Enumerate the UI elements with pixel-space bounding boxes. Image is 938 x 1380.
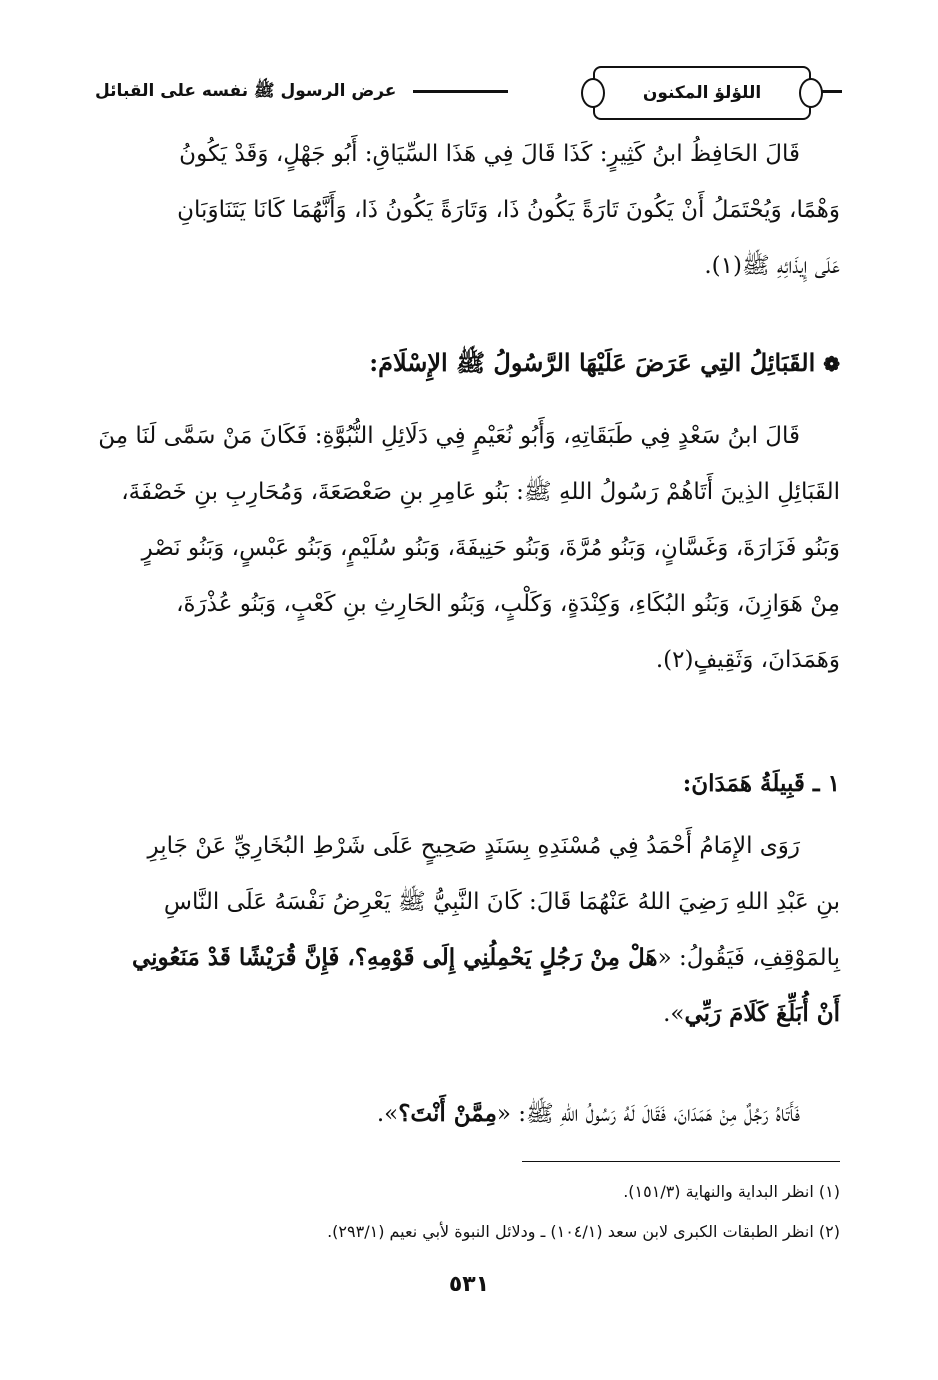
last-text: فَأَتَاهُ رَجُلٌ مِنْ هَمَدَانَ، فَقَالَ لَهُ رَسُولُ اللهِ ﷺ: « bbox=[496, 1101, 800, 1127]
header-rule-middle bbox=[413, 90, 508, 93]
tribes-line: قَالَ ابنُ سَعْدٍ فِي طَبَقَاتِهِ، وَأَبُو نُعَيْمٍ فِي دَلَائِلِ النُّبُوَّةِ: فَكَانَ مَنْ سَمَّى لَنَا مِنَ bbox=[98, 423, 800, 449]
intro-paragraph bbox=[95, 126, 840, 294]
tribes-line: القَبَائِلِ الذِينَ أَتَاهُمْ رَسُولُ اللهِ ﷺ: بَنُو عَامِرِ بنِ صَعْصَعَةَ، وَمُحَارِبِ بنِ خَصْفَةَ، bbox=[121, 479, 840, 505]
book-title: اللؤلؤ المكنون bbox=[642, 83, 762, 103]
last-paragraph bbox=[95, 1086, 840, 1142]
footnote-1: (١) انظر البداية والنهاية (١٥١/٣). bbox=[623, 1182, 840, 1201]
hadith-text: بِالمَوْقِفِ، فَيَقُولُ: « bbox=[657, 945, 840, 971]
hadith-quote: أَنْ أُبَلِّغَ كَلَامَ رَبِّي bbox=[684, 1000, 840, 1027]
hadith-line bbox=[95, 986, 840, 1042]
hadith-quote: هَلْ مِنْ رَجُلٍ يَحْمِلُنِي إِلَى قَوْمِهِ؟، فَإِنَّ قُرَيْشًا قَدْ مَنَعُونِي bbox=[131, 944, 658, 971]
tribes-line: وَهَمَدَانَ، وَثَقِيفٍ(٢). bbox=[655, 647, 840, 673]
hadith-line: بنِ عَبْدِ اللهِ رَضِيَ اللهُ عَنْهُمَا قَالَ: كَانَ النَّبِيُّ ﷺ يَعْرِضُ نَفْسَهُ عَلَى النَّاسِ bbox=[163, 889, 840, 915]
hadith-paragraph bbox=[95, 818, 840, 1042]
tribes-line: مِنْ هَوَازِنَ، وَبَنُو البُكَاءِ، وَكِنْدَةٍ، وَكَلْبٍ، وَبَنُو الحَارِثِ بنِ كَعْبٍ، وَبَنُو عُذْرَةَ، bbox=[176, 591, 840, 617]
section-heading-text: القَبَائِلُ التِي عَرَضَ عَلَيْهَا الرَّسُولُ ﷺ الإِسْلَامَ: bbox=[369, 348, 816, 377]
subheading-hamdan: ١ ـ قَبِيلَةُ هَمَدَانَ: bbox=[682, 770, 840, 797]
footnote-separator bbox=[522, 1161, 840, 1162]
intro-line: قَالَ الحَافِظُ ابنُ كَثِيرٍ: كَذَا قَالَ فِي هَذَا السِّيَاقِ: أَبُو جَهْلٍ، وَقَدْ يَكُونُ bbox=[179, 141, 800, 167]
flower-icon: ❁ bbox=[823, 352, 840, 376]
hadith-quote-end: ». bbox=[663, 1001, 685, 1027]
chapter-title: عرض الرسول ﷺ نفسه على القبائل bbox=[95, 81, 397, 101]
hadith-line: رَوَى الإِمَامُ أَحْمَدُ فِي مُسْنَدِهِ بِسَنَدٍ صَحِيحٍ عَلَى شَرْطِ البُخَارِيِّ عَنْ جَابِرِ bbox=[147, 833, 800, 859]
last-quote-end: ». bbox=[376, 1101, 399, 1127]
book-title-emblem bbox=[593, 66, 811, 120]
page-number: ٥٣١ bbox=[448, 1272, 490, 1297]
hadith-line bbox=[95, 930, 840, 986]
section-heading bbox=[369, 348, 840, 383]
last-quote: مِمَّنْ أَنْتَ؟ bbox=[398, 1100, 497, 1127]
footnote-2: (٢) انظر الطبقات الكبرى لابن سعد (١٠٤/١) ـ ودلائل النبوة لأبي نعيم (٢٩٣/١). bbox=[327, 1222, 840, 1241]
tribes-paragraph bbox=[95, 408, 840, 688]
intro-line: وَهْمًا، وَيُحْتَمَلُ أَنْ يَكُونَ تَارَةً يَكُونُ ذَا، وَتَارَةً يَكُونُ ذَا، وَأَنَّهُمَا كَانَا يَتَنَاوَبَانِ bbox=[177, 197, 840, 223]
tribes-line: وَبَنُو فَزَارَةَ، وَغَسَّانٍ، وَبَنُو مُرَّةَ، وَبَنُو حَنِيفَةَ، وَبَنُو سُلَيْمٍ، وَبَنُو عَبْسٍ، وَبَنُو نَصْرٍ bbox=[141, 535, 840, 561]
page-header bbox=[95, 60, 840, 120]
intro-line: عَلَى إِيذَائِهِ ﷺ(١). bbox=[704, 253, 840, 279]
